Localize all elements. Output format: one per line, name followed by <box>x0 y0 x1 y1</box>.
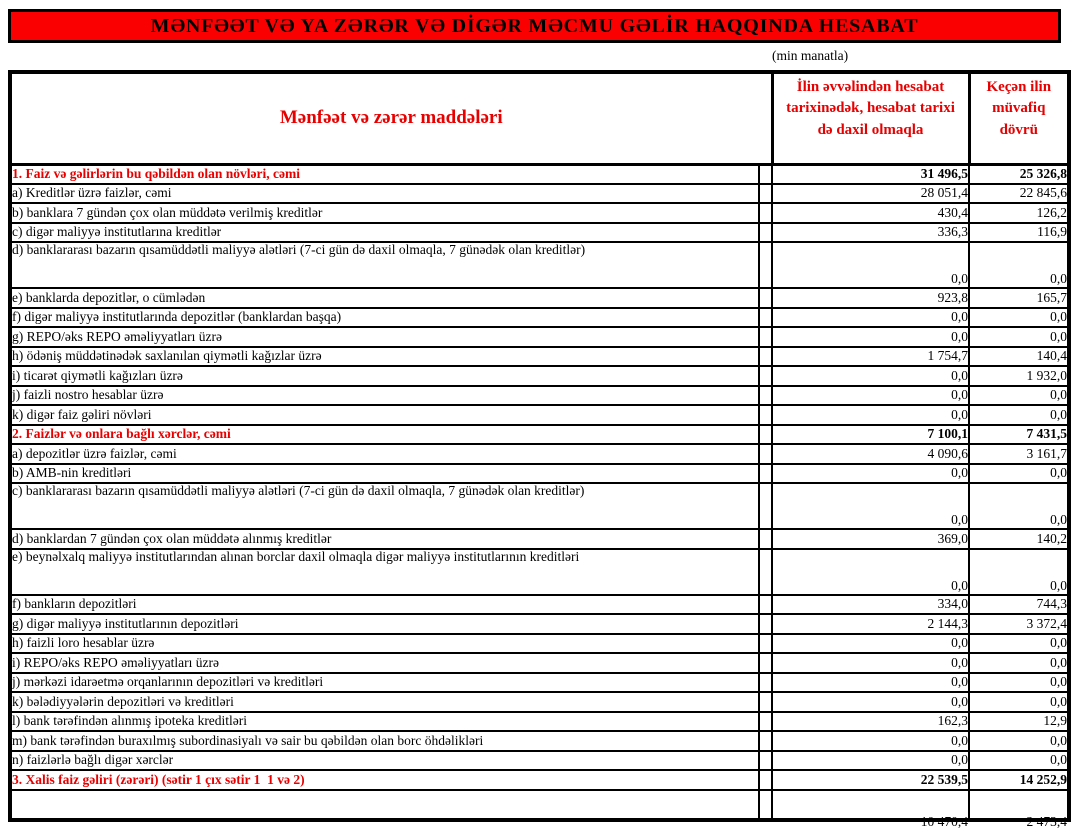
row-value-current-period: 0,0 <box>772 386 969 406</box>
row-value-current-period: 0,0 <box>772 327 969 347</box>
table-row <box>10 483 1069 529</box>
row-value-previous-period: 14 252,9 <box>969 770 1069 790</box>
row-spacer-cell <box>759 790 772 820</box>
row-value-previous-period: 744,3 <box>969 595 1069 615</box>
row-value-current-period: 0,0 <box>772 464 969 484</box>
row-value-current-period: 10 470,4 <box>772 802 969 832</box>
table-row <box>10 223 1069 243</box>
row-value-previous-period: 0,0 <box>969 731 1069 751</box>
unit-note: (min manatla) <box>772 48 849 63</box>
table-row <box>10 386 1069 406</box>
row-value-current-period: 1 754,7 <box>772 347 969 367</box>
table-row <box>10 790 1069 820</box>
row-value-previous-period: 140,4 <box>969 347 1069 367</box>
table-row <box>10 203 1069 223</box>
row-value-previous-period: 0,0 <box>969 483 1069 529</box>
row-label: i) ticarət qiymətli kağızları üzrə <box>10 366 759 386</box>
table-row <box>10 634 1069 654</box>
row-spacer-cell <box>759 731 772 751</box>
row-label: d) banklardan 7 gündən çox olan müddətə alınmış kreditlər <box>10 529 759 549</box>
row-value-current-period: 0,0 <box>772 731 969 751</box>
row-label: a) depozitlər üzrə faizlər, cəmi <box>10 444 759 464</box>
table-row <box>10 366 1069 386</box>
row-value-current-period: 0,0 <box>772 242 969 288</box>
table-row <box>10 653 1069 673</box>
row-value-previous-period: 140,2 <box>969 529 1069 549</box>
row-label: c) digər maliyyə institutlarına kreditlər <box>10 223 759 243</box>
header-previous-period-column: Keçən ilin müvafiq dövrü <box>969 72 1069 164</box>
row-value-current-period: 0,0 <box>772 366 969 386</box>
row-value-current-period: 31 496,5 <box>772 164 969 184</box>
table-row <box>10 308 1069 328</box>
row-value-current-period: 334,0 <box>772 595 969 615</box>
row-label: k) bələdiyyələrin depozitləri və kreditləri <box>10 692 759 712</box>
table-header <box>10 72 1069 164</box>
row-label: g) digər maliyyə institutlarının depozitləri <box>10 614 759 634</box>
row-value-previous-period: 0,0 <box>969 464 1069 484</box>
row-spacer-cell <box>759 770 772 790</box>
row-value-previous-period: 7 431,5 <box>969 425 1069 445</box>
row-label: j) faizli nostro hesablar üzrə <box>10 386 759 406</box>
table-row <box>10 692 1069 712</box>
row-value-previous-period: 0,0 <box>969 634 1069 654</box>
row-value-current-period: 0,0 <box>772 483 969 529</box>
row-spacer-cell <box>759 483 772 529</box>
table-row <box>10 184 1069 204</box>
row-value-previous-period: 0,0 <box>969 653 1069 673</box>
row-label: f) bankların depozitləri <box>10 595 759 615</box>
row-value-current-period: 369,0 <box>772 529 969 549</box>
table-row <box>10 529 1069 549</box>
row-value-previous-period: 1 932,0 <box>969 366 1069 386</box>
row-label: d) banklararası bazarın qısamüddətli maliyyə alətləri (7-ci gün də daxil olmaqla, 7 günədək olan kreditlər) <box>10 242 759 288</box>
row-value-previous-period: 165,7 <box>969 288 1069 308</box>
table-body <box>10 164 1069 829</box>
table-row <box>10 673 1069 693</box>
row-label: b) banklara 7 gündən çox olan müddətə verilmiş kreditlər <box>10 203 759 223</box>
row-value-previous-period: 0,0 <box>969 308 1069 328</box>
row-value-previous-period: 0,0 <box>969 751 1069 771</box>
row-value-previous-period: 2 473,4 <box>969 802 1069 832</box>
report-title-banner <box>8 9 1061 43</box>
row-label: n) faizlərlə bağlı digər xərclər <box>10 751 759 771</box>
row-spacer-cell <box>759 614 772 634</box>
row-label: m) bank tərəfindən buraxılmış subordinasiyalı və sair bu qəbildən olan borc öhdəlikləri <box>10 731 759 751</box>
row-label: i) REPO/əks REPO əməliyyatları üzrə <box>10 653 759 673</box>
row-value-current-period: 336,3 <box>772 223 969 243</box>
row-spacer-cell <box>759 184 772 204</box>
row-value-current-period: 430,4 <box>772 203 969 223</box>
row-label: l) bank tərəfindən alınmış ipoteka kreditləri <box>10 712 759 732</box>
row-spacer-cell <box>759 242 772 288</box>
row-label: 3. Xalis faiz gəliri (zərəri) (sətir 1 çıx sətir 1 1 və 2) <box>10 770 759 790</box>
row-value-previous-period: 0,0 <box>969 405 1069 425</box>
header-current-period-column: İlin əvvəlindən hesabat tarixinədək, hesabat tarixi də daxil olmaqla <box>772 72 969 164</box>
row-value-previous-period: 0,0 <box>969 673 1069 693</box>
row-spacer-cell <box>759 405 772 425</box>
table-row <box>10 464 1069 484</box>
table-row <box>10 549 1069 595</box>
row-spacer-cell <box>759 751 772 771</box>
row-label: f) digər maliyyə institutlarında depozitlər (banklardan başqa) <box>10 308 759 328</box>
table-row <box>10 242 1069 288</box>
row-value-previous-period: 0,0 <box>969 692 1069 712</box>
row-value-previous-period: 12,9 <box>969 712 1069 732</box>
row-spacer-cell <box>759 712 772 732</box>
row-label: h) faizli loro hesablar üzrə <box>10 634 759 654</box>
row-value-current-period: 0,0 <box>772 751 969 771</box>
row-label: h) ödəniş müddətinədək saxlanılan qiymətli kağızlar üzrə <box>10 347 759 367</box>
row-value-current-period: 0,0 <box>772 673 969 693</box>
row-spacer-cell <box>759 327 772 347</box>
row-value-current-period: 4 090,6 <box>772 444 969 464</box>
row-spacer-cell <box>759 223 772 243</box>
row-value-previous-period: 3 372,4 <box>969 614 1069 634</box>
row-value-current-period: 0,0 <box>772 653 969 673</box>
row-value-previous-period: 25 326,8 <box>969 164 1069 184</box>
row-label: g) REPO/əks REPO əməliyyatları üzrə <box>10 327 759 347</box>
profit-loss-table <box>8 70 1071 829</box>
row-spacer-cell <box>759 549 772 595</box>
table-row <box>10 712 1069 732</box>
row-label: b) AMB-nin kreditləri <box>10 464 759 484</box>
row-value-current-period: 7 100,1 <box>772 425 969 445</box>
row-spacer-cell <box>759 203 772 223</box>
table-row <box>10 405 1069 425</box>
row-label: c) banklararası bazarın qısamüddətli maliyyə alətləri (7-ci gün də daxil olmaqla, 7 günədək olan kreditlər) <box>10 483 759 529</box>
table-row <box>10 164 1069 184</box>
row-label: k) digər faiz gəliri növləri <box>10 405 759 425</box>
row-spacer-cell <box>759 464 772 484</box>
table-header-row <box>10 72 1069 164</box>
table-row <box>10 425 1069 445</box>
row-value-current-period: 0,0 <box>772 308 969 328</box>
row-value-current-period: 162,3 <box>772 712 969 732</box>
row-value-previous-period: 0,0 <box>969 327 1069 347</box>
row-value-current-period: 0,0 <box>772 692 969 712</box>
row-value-current-period: 0,0 <box>772 405 969 425</box>
table-row <box>10 288 1069 308</box>
row-spacer-cell <box>759 347 772 367</box>
row-spacer-cell <box>759 444 772 464</box>
table-row <box>10 614 1069 634</box>
row-spacer-cell <box>759 529 772 549</box>
row-value-current-period: 0,0 <box>772 634 969 654</box>
table-row <box>10 731 1069 751</box>
table-row <box>10 347 1069 367</box>
row-spacer-cell <box>759 366 772 386</box>
row-label: 2. Faizlər və onlara bağlı xərclər, cəmi <box>10 425 759 445</box>
row-value-previous-period: 116,9 <box>969 223 1069 243</box>
row-value-current-period: 0,0 <box>772 549 969 595</box>
row-label: e) beynəlxalq maliyyə institutlarından alınan borclar daxil olmaqla digər maliyyə institutlarının kreditləri <box>10 549 759 595</box>
table-row <box>10 770 1069 790</box>
row-value-current-period: 22 539,5 <box>772 770 969 790</box>
row-spacer-cell <box>759 164 772 184</box>
row-value-current-period: 2 144,3 <box>772 614 969 634</box>
report-title: MƏNFƏƏT VƏ YA ZƏRƏR VƏ DİGƏR MƏCMU GƏLİR HAQQINDA HESABAT <box>150 14 919 37</box>
row-value-current-period: 923,8 <box>772 288 969 308</box>
row-label: 1. Faiz və gəlirlərin bu qəbildən olan növləri, cəmi <box>10 164 759 184</box>
row-label <box>10 790 759 820</box>
row-value-current-period: 28 051,4 <box>772 184 969 204</box>
table-row <box>10 595 1069 615</box>
row-spacer-cell <box>759 653 772 673</box>
row-spacer-cell <box>759 308 772 328</box>
row-spacer-cell <box>759 425 772 445</box>
row-spacer-cell <box>759 692 772 712</box>
row-label: a) Kreditlər üzrə faizlər, cəmi <box>10 184 759 204</box>
row-label: e) banklarda depozitlər, o cümlədən <box>10 288 759 308</box>
row-value-previous-period: 3 161,7 <box>969 444 1069 464</box>
row-value-previous-period: 126,2 <box>969 203 1069 223</box>
row-spacer-cell <box>759 595 772 615</box>
row-label: j) mərkəzi idarəetmə orqanlarının depozitləri və kreditləri <box>10 673 759 693</box>
row-spacer-cell <box>759 386 772 406</box>
row-value-previous-period: 0,0 <box>969 549 1069 595</box>
table-row <box>10 327 1069 347</box>
row-value-previous-period: 0,0 <box>969 386 1069 406</box>
row-spacer-cell <box>759 288 772 308</box>
row-value-previous-period: 22 845,6 <box>969 184 1069 204</box>
row-value-previous-period: 0,0 <box>969 242 1069 288</box>
row-spacer-cell <box>759 634 772 654</box>
header-items-column: Mənfəət və zərər maddələri <box>10 72 772 164</box>
table-row <box>10 751 1069 771</box>
row-spacer-cell <box>759 673 772 693</box>
table-row <box>10 444 1069 464</box>
